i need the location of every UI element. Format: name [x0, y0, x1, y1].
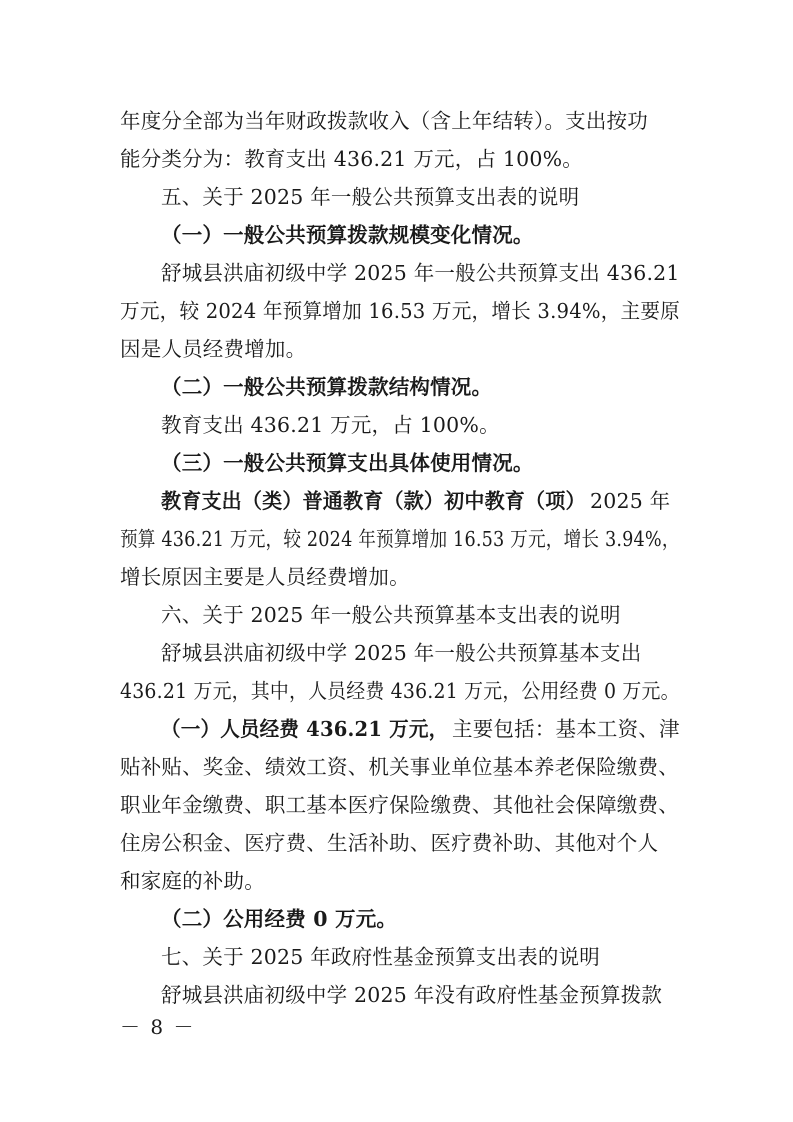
bold-text-span: 教育支出（类）普通教育（款）初中教育（项） [161, 489, 586, 513]
heading-text: （三）一般公共预算支出具体使用情况。 [161, 451, 534, 475]
text-span: 住房公积金、医疗费、生活补助、医疗费补助、其他对个人 [120, 831, 659, 855]
text-span: 舒城县洪庙初级中学 2025 年一般公共预算支出 436.21 [161, 261, 680, 285]
subsection-heading [0, 216, 793, 254]
text-span: 教育支出 436.21 万元，占 100%。 [161, 413, 500, 437]
text-span: 2025 年 [590, 489, 671, 513]
heading-text: 五、关于 2025 年一般公共预算支出表的说明 [161, 185, 580, 209]
text-span: 和家庭的补助。 [120, 869, 265, 893]
paragraph-line [0, 710, 793, 748]
text-span: 舒城县洪庙初级中学 2025 年一般公共预算基本支出 [161, 641, 642, 665]
paragraph-line [0, 140, 793, 178]
paragraph-line [0, 406, 793, 444]
paragraph-line [0, 292, 793, 330]
subsection-heading [0, 368, 793, 406]
paragraph-line [0, 786, 793, 824]
subsection-heading [0, 900, 793, 938]
paragraph-line [0, 672, 793, 710]
text-span: 贴补贴、奖金、绩效工资、机关事业单位基本养老保险缴费、 [120, 755, 679, 779]
text-span: 年度分全部为当年财政拨款收入（含上年结转）。支出按功 [120, 109, 648, 133]
text-span: 因是人员经费增加。 [120, 337, 307, 361]
text-span: 舒城县洪庙初级中学 2025 年没有政府性基金预算拨款 [161, 983, 663, 1007]
paragraph-line [0, 482, 793, 520]
paragraph-line [0, 862, 793, 900]
text-span: 预算 436.21 万元，较 2024 年预算增加 16.53 万元，增长 3.94%， [120, 527, 680, 551]
paragraph-line [0, 558, 793, 596]
heading-text: （二）公用经费 0 万元。 [161, 907, 398, 931]
paragraph-line [0, 102, 793, 140]
text-span: 436.21 万元，其中，人员经费 436.21 万元，公用经费 0 万元。 [120, 679, 680, 703]
heading-text: （二）一般公共预算拨款结构情况。 [161, 375, 493, 399]
bold-text-span: （一）人员经费 436.21 万元， [161, 717, 449, 741]
text-span: 能分类分为：教育支出 436.21 万元，占 100%。 [120, 147, 583, 171]
section-heading [0, 938, 793, 976]
text-span: 万元，较 2024 年预算增加 16.53 万元，增长 3.94%，主要原 [120, 299, 680, 323]
heading-text: 六、关于 2025 年一般公共预算基本支出表的说明 [161, 603, 621, 627]
paragraph-line [0, 254, 793, 292]
paragraph-line [0, 748, 793, 786]
heading-text: （一）一般公共预算拨款规模变化情况。 [161, 223, 534, 247]
paragraph-line [0, 634, 793, 672]
paragraph-line [0, 976, 793, 1014]
page-number: － 8 － [120, 1015, 196, 1039]
section-heading [0, 596, 793, 634]
section-heading [0, 178, 793, 216]
text-span: 职业年金缴费、职工基本医疗保险缴费、其他社会保障缴费、 [120, 793, 679, 817]
text-span: 增长原因主要是人员经费增加。 [120, 565, 410, 589]
paragraph-line [0, 824, 793, 862]
text-span: 主要包括：基本工资、津 [452, 717, 680, 741]
subsection-heading [0, 444, 793, 482]
paragraph-line [0, 520, 793, 558]
paragraph-line [0, 330, 793, 368]
heading-text: 七、关于 2025 年政府性基金预算支出表的说明 [161, 945, 601, 969]
